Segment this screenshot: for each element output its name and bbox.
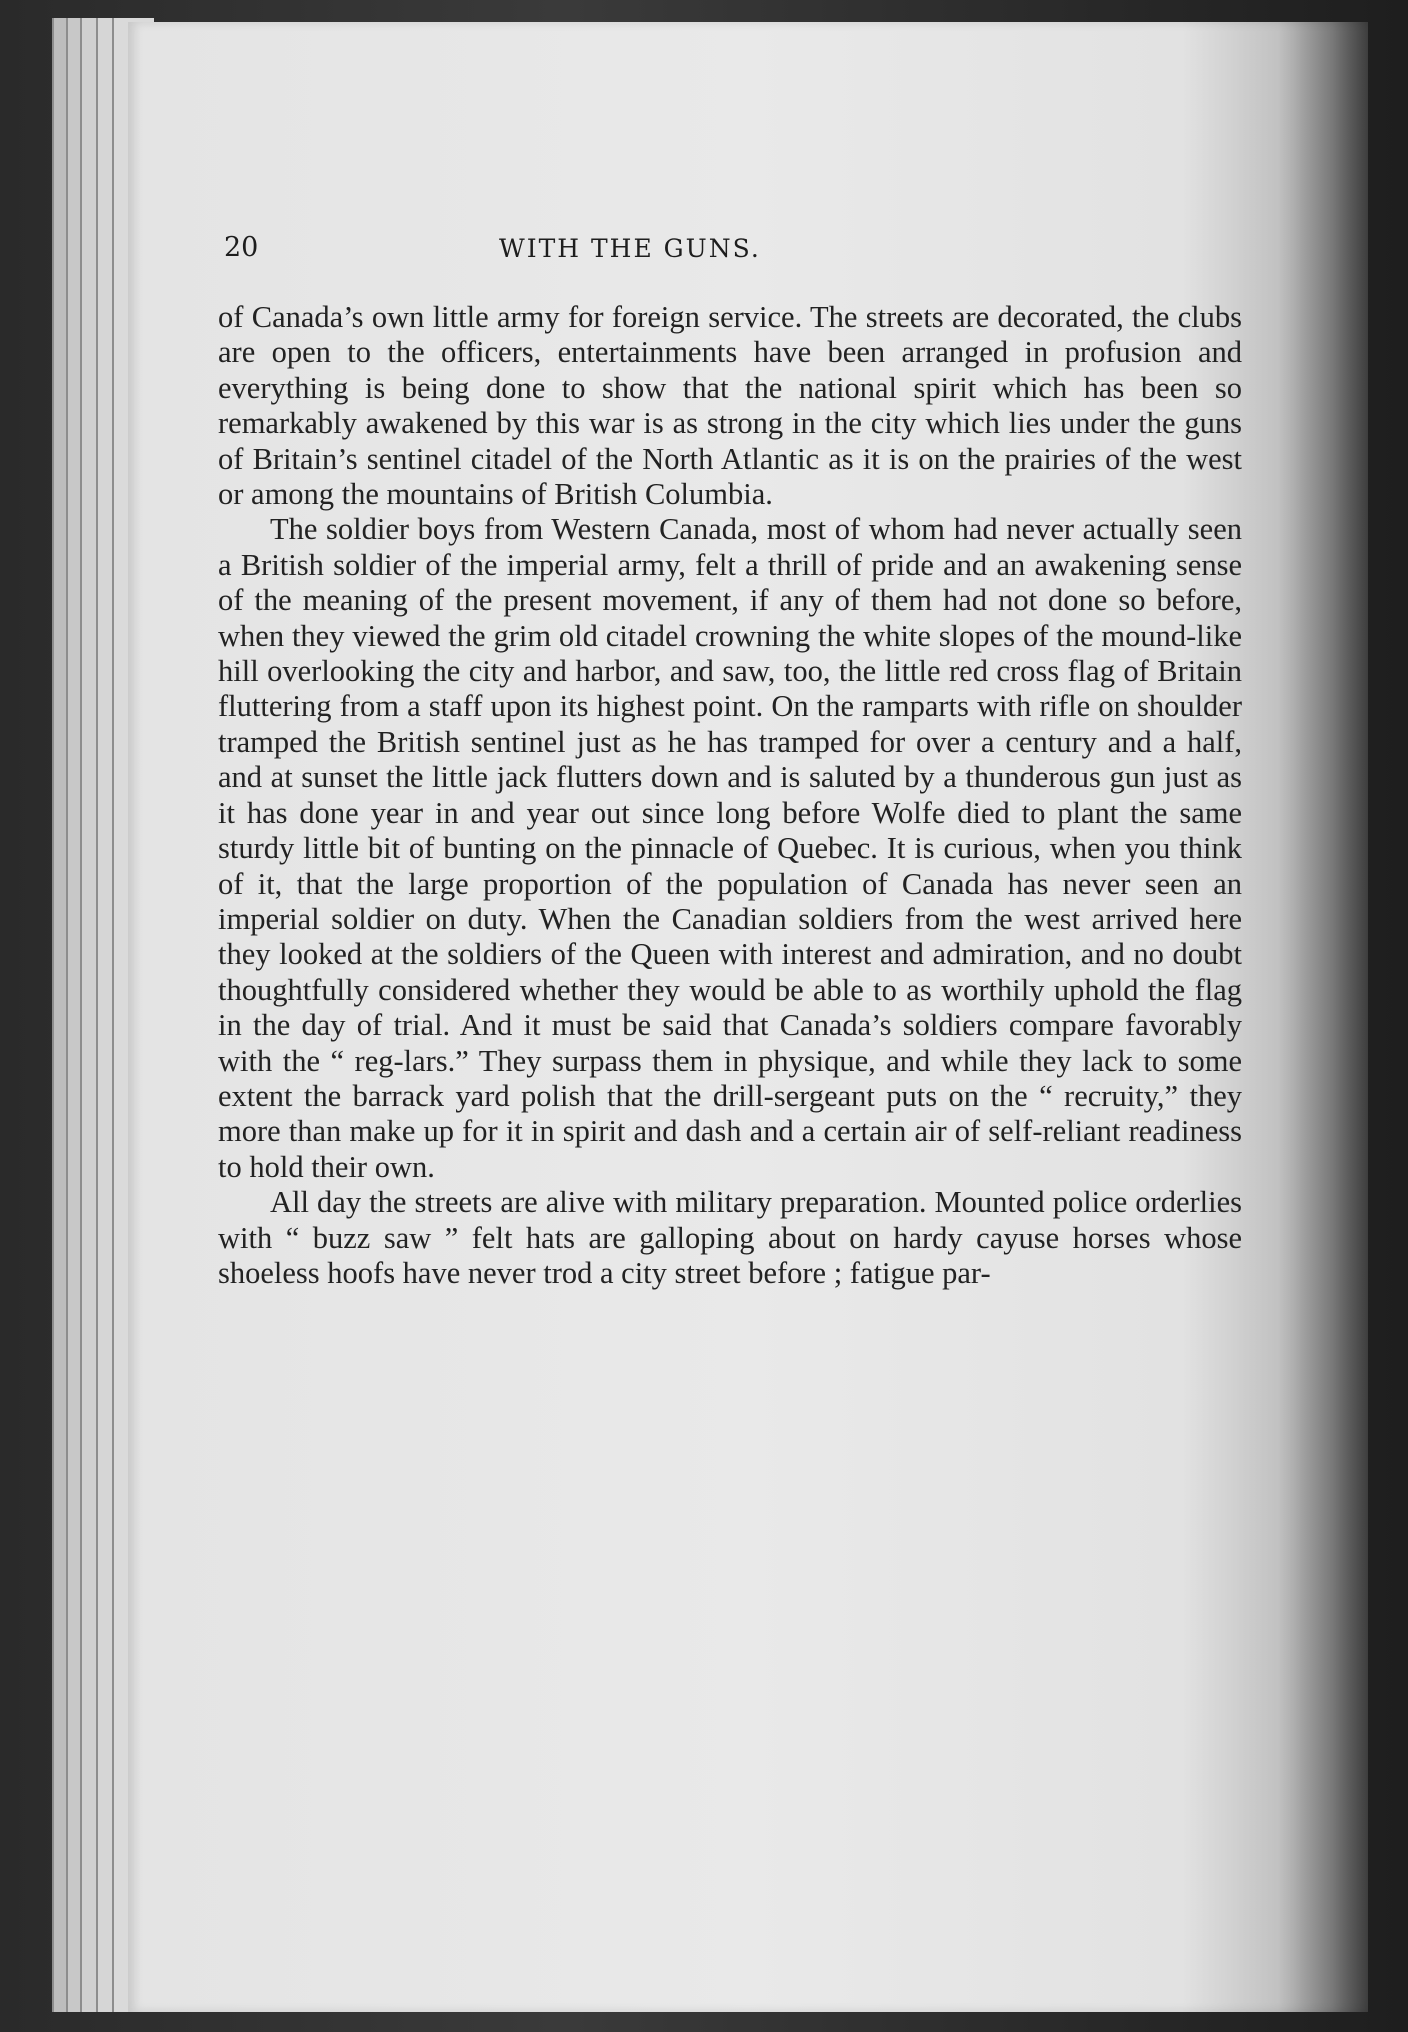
paragraph: The soldier boys from Western Canada, most of whom had never actually seen a British soldier of the imperial army, felt a thrill of pride and an awakening sense of the meaning of the present movement, if any of them had not done so before, when they viewed the grim old citadel crowning the white slopes of the mound-like hill overlooking the city and harbor, and saw, too, the little red cross flag of Britain fluttering from a staff upon its highest point. On the ramparts with rifle on shoulder tramped the British sentinel just as he has tramped for over a century and a half, and at sunset the little jack flutters down and is saluted by a thunderous gun just as it has done year in and year out since long before Wolfe died to plant the same sturdy little bit of bunting on the pinnacle of Quebec. It is curious, when you think of it, that the large proportion of the population of Canada has never seen an imperial soldier on duty. When the Canadian soldiers from the west arrived here they looked at the soldiers of the Queen with interest and admiration, and no doubt thoughtfully considered whether they would be able to as worthily uphold the flag in the day of trial. And it must be said that Canada’s soldiers compare favorably with the “ reg-lars.” They surpass them in physique, and while they lack to some extent the barrack yard polish that the drill-sergeant puts on the “ recruity,” they more than make up for it in spirit and dash and a certain air of self-reliant readiness to hold their own. xyxy=(218,512,1242,1184)
page-number: 20 xyxy=(224,232,259,263)
paragraph-continued: of Canada’s own little army for foreign service. The streets are decorated, the clubs are open to the officers, entertainments have been arranged in profusion and everything is being done to show that the national spirit which has been so remarkably awakened by this war is as strong in the city which lies under the guns of Britain’s sentinel citadel of the North Atlantic as it is on the prairies of the west or among the mountains of British Columbia. xyxy=(218,300,1242,512)
page-header xyxy=(224,232,1244,272)
body-text xyxy=(218,300,1242,1291)
spine-shadow xyxy=(1278,22,1368,2012)
paragraph: All day the streets are alive with military preparation. Mounted police orderlies with “ buzz saw ” felt hats are galloping about on hardy cayuse horses whose shoeless hoofs have never trod a city street before ; fatigue par- xyxy=(218,1185,1242,1290)
running-head: WITH THE GUNS. xyxy=(499,234,761,263)
